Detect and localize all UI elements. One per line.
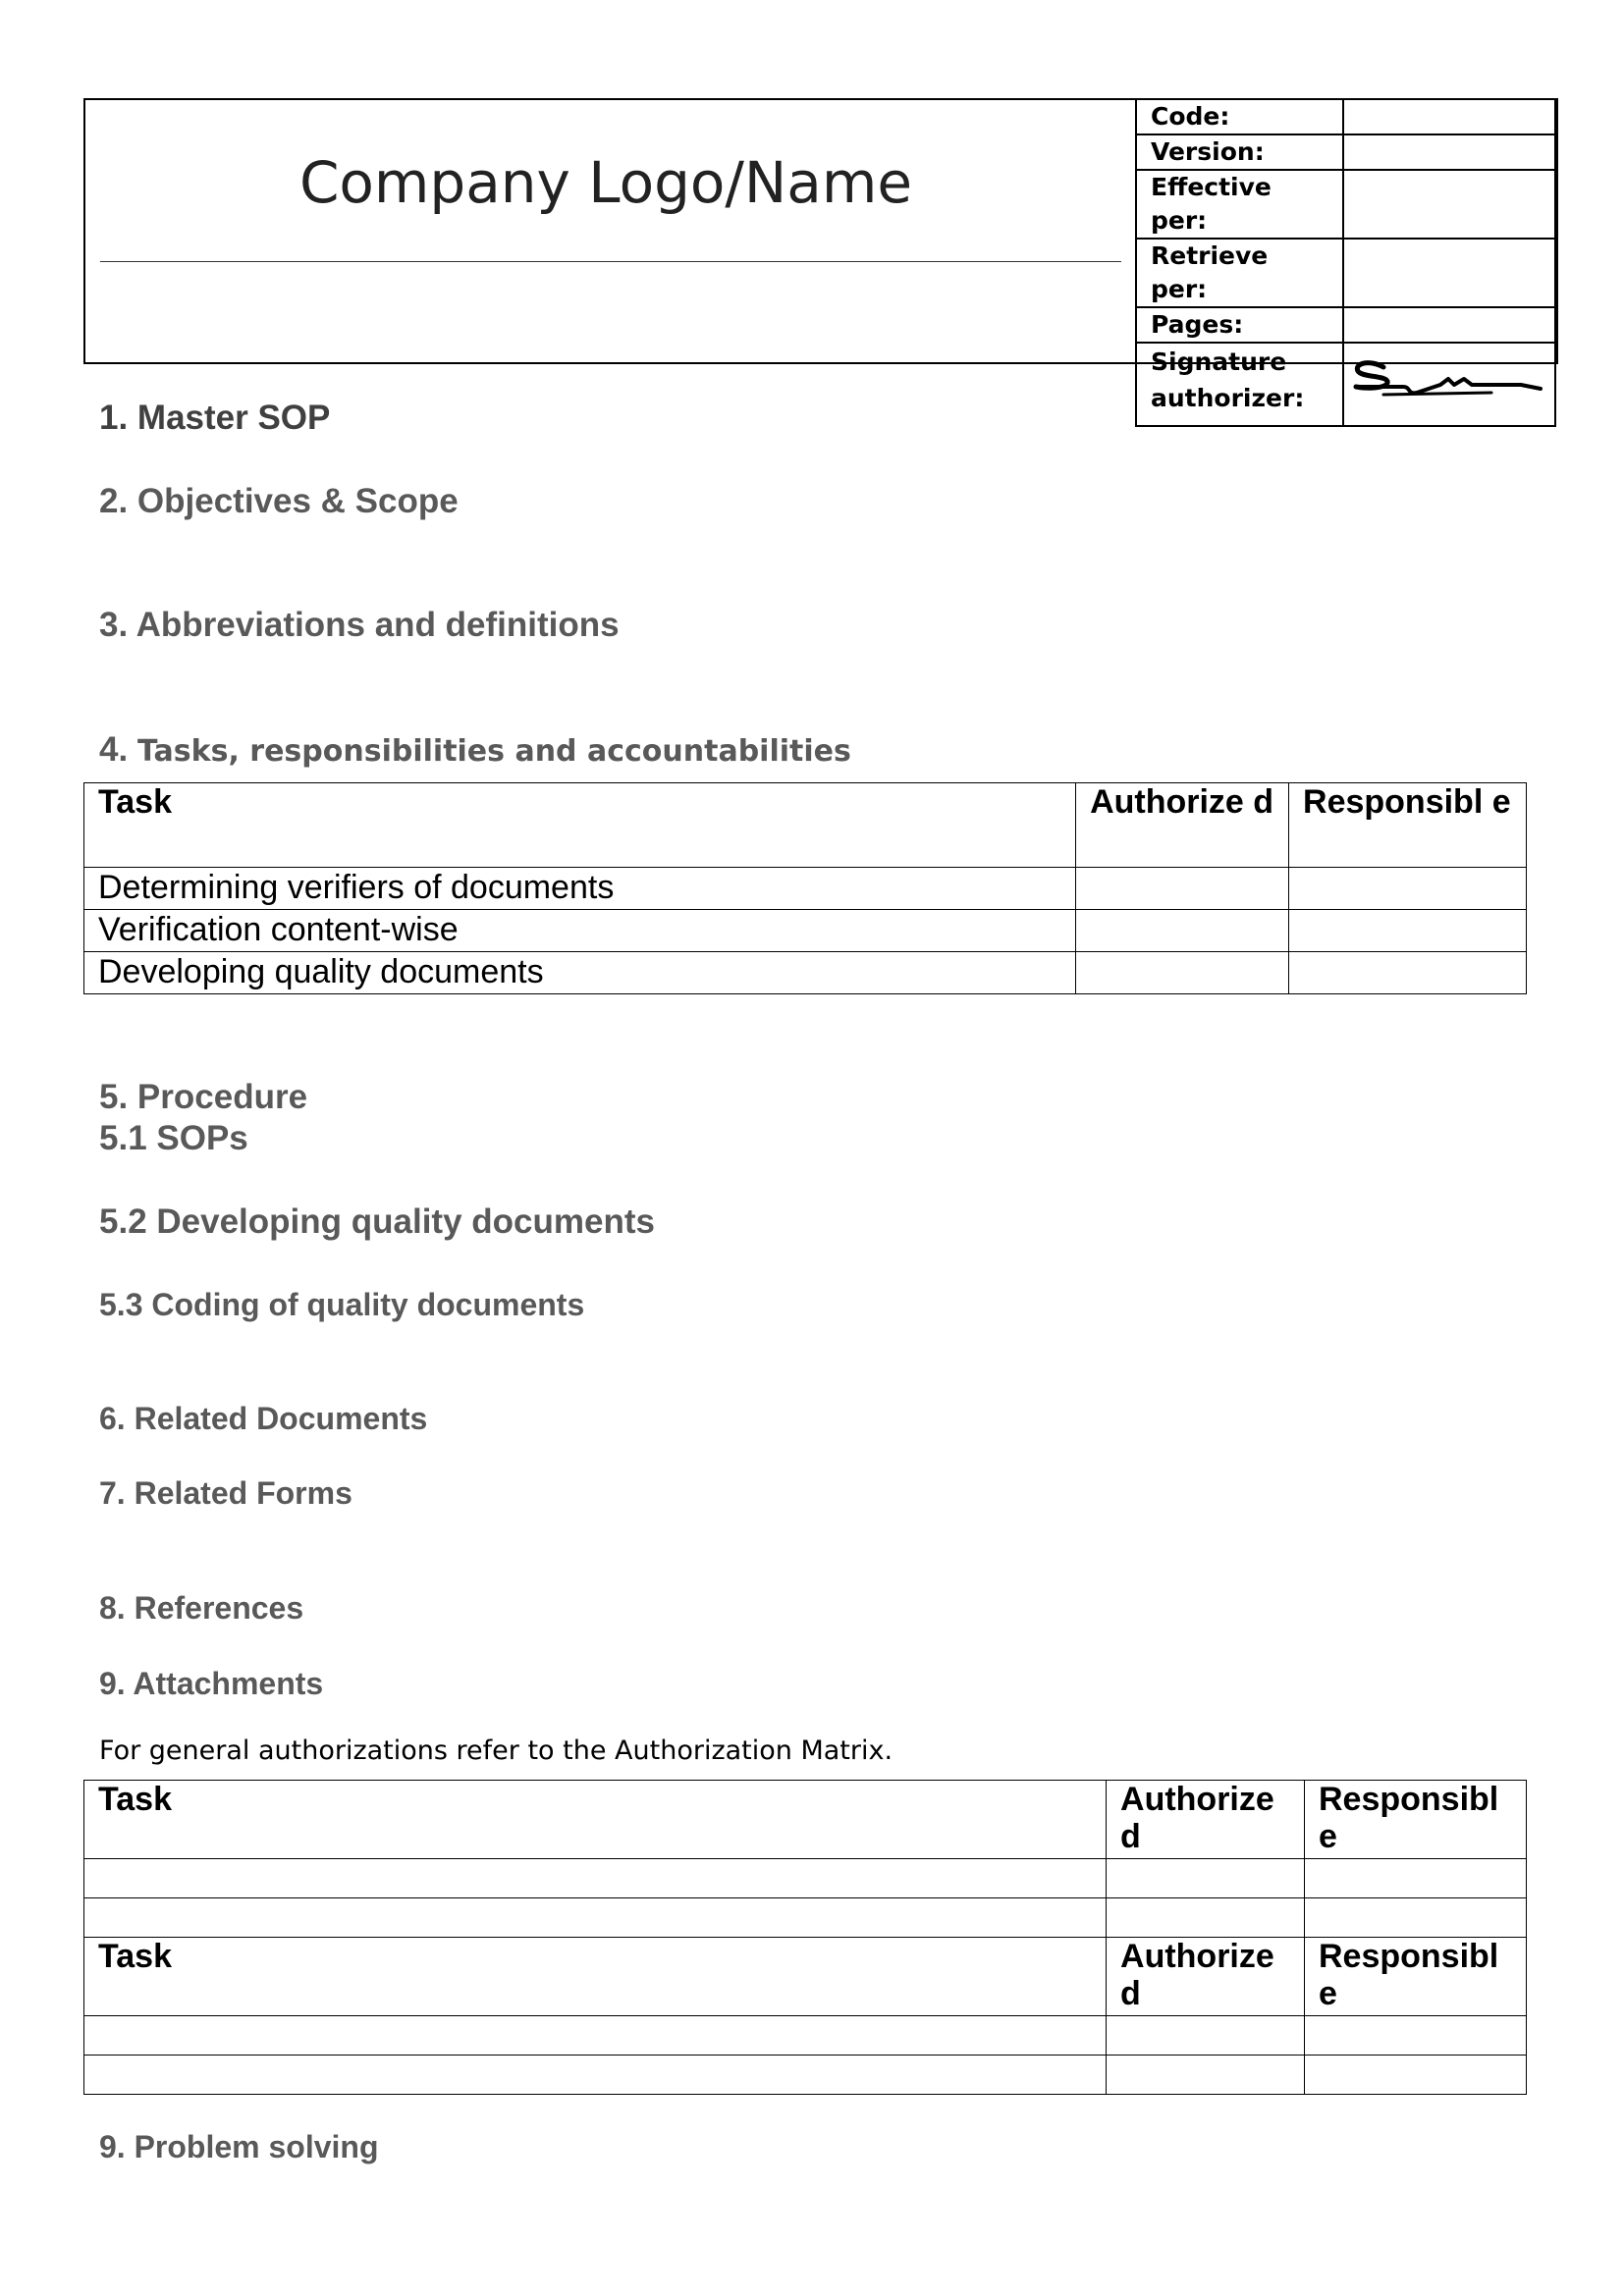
section-heading-abbreviations: 3. Abbreviations and definitions	[99, 606, 620, 644]
table-row	[84, 2016, 1527, 2056]
header-divider	[100, 261, 1121, 262]
table-header-row	[84, 1938, 1527, 2016]
column-header-authorized: Authorize d	[1076, 783, 1289, 868]
section-heading-master-sop: 1. Master SOP	[99, 399, 331, 437]
meta-row-retrieve	[1136, 239, 1555, 307]
meta-row-signature	[1136, 343, 1555, 426]
attachments-table	[83, 1780, 1527, 2095]
handwritten-signature-icon	[1344, 344, 1552, 415]
section-heading-tasks	[99, 730, 851, 770]
column-header-responsible: Responsibl e	[1289, 783, 1527, 868]
task-cell: Developing quality documents	[84, 952, 1076, 994]
table-header-row	[84, 1781, 1527, 1859]
authorized-cell[interactable]	[1076, 910, 1289, 952]
meta-row-pages	[1136, 307, 1555, 343]
task-cell[interactable]	[84, 1859, 1107, 1898]
meta-value-field[interactable]	[1343, 170, 1555, 239]
responsible-cell[interactable]	[1304, 2056, 1526, 2095]
tasks-responsibilities-table	[83, 782, 1527, 994]
task-cell[interactable]	[84, 1898, 1107, 1938]
meta-row-code	[1136, 99, 1555, 134]
table-header-row	[84, 783, 1527, 868]
section-heading-references: 8. References	[99, 1590, 304, 1626]
meta-value-field[interactable]	[1343, 239, 1555, 307]
task-cell[interactable]	[84, 2016, 1107, 2056]
responsible-cell[interactable]	[1304, 2016, 1526, 2056]
section-heading-coding-quality-docs: 5.3 Coding of quality documents	[99, 1287, 585, 1322]
responsible-cell[interactable]	[1304, 1859, 1526, 1898]
task-cell: Determining verifiers of documents	[84, 868, 1076, 910]
column-header-authorized: Authorize d	[1107, 1938, 1305, 2016]
section-heading-problem-solving: 9. Problem solving	[99, 2129, 379, 2164]
column-header-responsible: Responsibl e	[1304, 1938, 1526, 2016]
table-row	[84, 952, 1527, 994]
responsible-cell[interactable]	[1289, 910, 1527, 952]
task-cell[interactable]	[84, 2056, 1107, 2095]
section-heading-related-forms: 7. Related Forms	[99, 1475, 352, 1511]
column-header-task: Task	[84, 1938, 1107, 2016]
authorized-cell[interactable]	[1076, 868, 1289, 910]
column-header-task: Task	[84, 1781, 1107, 1859]
section-number: 4.	[99, 730, 129, 769]
responsible-cell[interactable]	[1289, 868, 1527, 910]
document-meta-table	[1135, 98, 1556, 427]
authorized-cell[interactable]	[1107, 2016, 1305, 2056]
meta-value-field[interactable]	[1343, 134, 1555, 170]
table-row	[84, 2056, 1527, 2095]
section-heading-objectives: 2. Objectives & Scope	[99, 482, 459, 520]
meta-label: Pages:	[1136, 307, 1343, 343]
section-heading-related-documents: 6. Related Documents	[99, 1401, 428, 1436]
column-header-authorized: Authorize d	[1107, 1781, 1305, 1859]
responsible-cell[interactable]	[1304, 1898, 1526, 1938]
authorized-cell[interactable]	[1107, 2056, 1305, 2095]
meta-row-version	[1136, 134, 1555, 170]
meta-value-field[interactable]	[1343, 99, 1555, 134]
meta-row-effective	[1136, 170, 1555, 239]
section-title: Tasks, responsibilities and accountabilities	[136, 734, 851, 769]
table-row	[84, 1859, 1527, 1898]
table-row	[84, 910, 1527, 952]
section-heading-sops: 5.1 SOPs	[99, 1119, 248, 1157]
meta-label: Version:	[1136, 134, 1343, 170]
authorized-cell[interactable]	[1107, 1859, 1305, 1898]
meta-label: Retrieve per:	[1136, 239, 1343, 307]
section-heading-attachments: 9. Attachments	[99, 1666, 324, 1701]
section-heading-procedure: 5. Procedure	[99, 1078, 308, 1116]
document-header	[83, 98, 1558, 412]
signature-field[interactable]	[1343, 343, 1555, 426]
responsible-cell[interactable]	[1289, 952, 1527, 994]
meta-value-field[interactable]	[1343, 307, 1555, 343]
company-logo-name: Company Logo/Name	[298, 149, 913, 216]
meta-label: Code:	[1136, 99, 1343, 134]
table-row	[84, 1898, 1527, 1938]
meta-label: Signature authorizer:	[1136, 343, 1343, 426]
column-header-responsible: Responsibl e	[1304, 1781, 1526, 1859]
authorized-cell[interactable]	[1107, 1898, 1305, 1938]
task-cell: Verification content-wise	[84, 910, 1076, 952]
column-header-task: Task	[84, 783, 1076, 868]
meta-label: Effective per:	[1136, 170, 1343, 239]
section-heading-developing-quality-docs: 5.2 Developing quality documents	[99, 1202, 655, 1241]
table-row	[84, 868, 1527, 910]
authorization-matrix-note: For general authorizations refer to the Authorization Matrix.	[99, 1735, 893, 1766]
authorized-cell[interactable]	[1076, 952, 1289, 994]
